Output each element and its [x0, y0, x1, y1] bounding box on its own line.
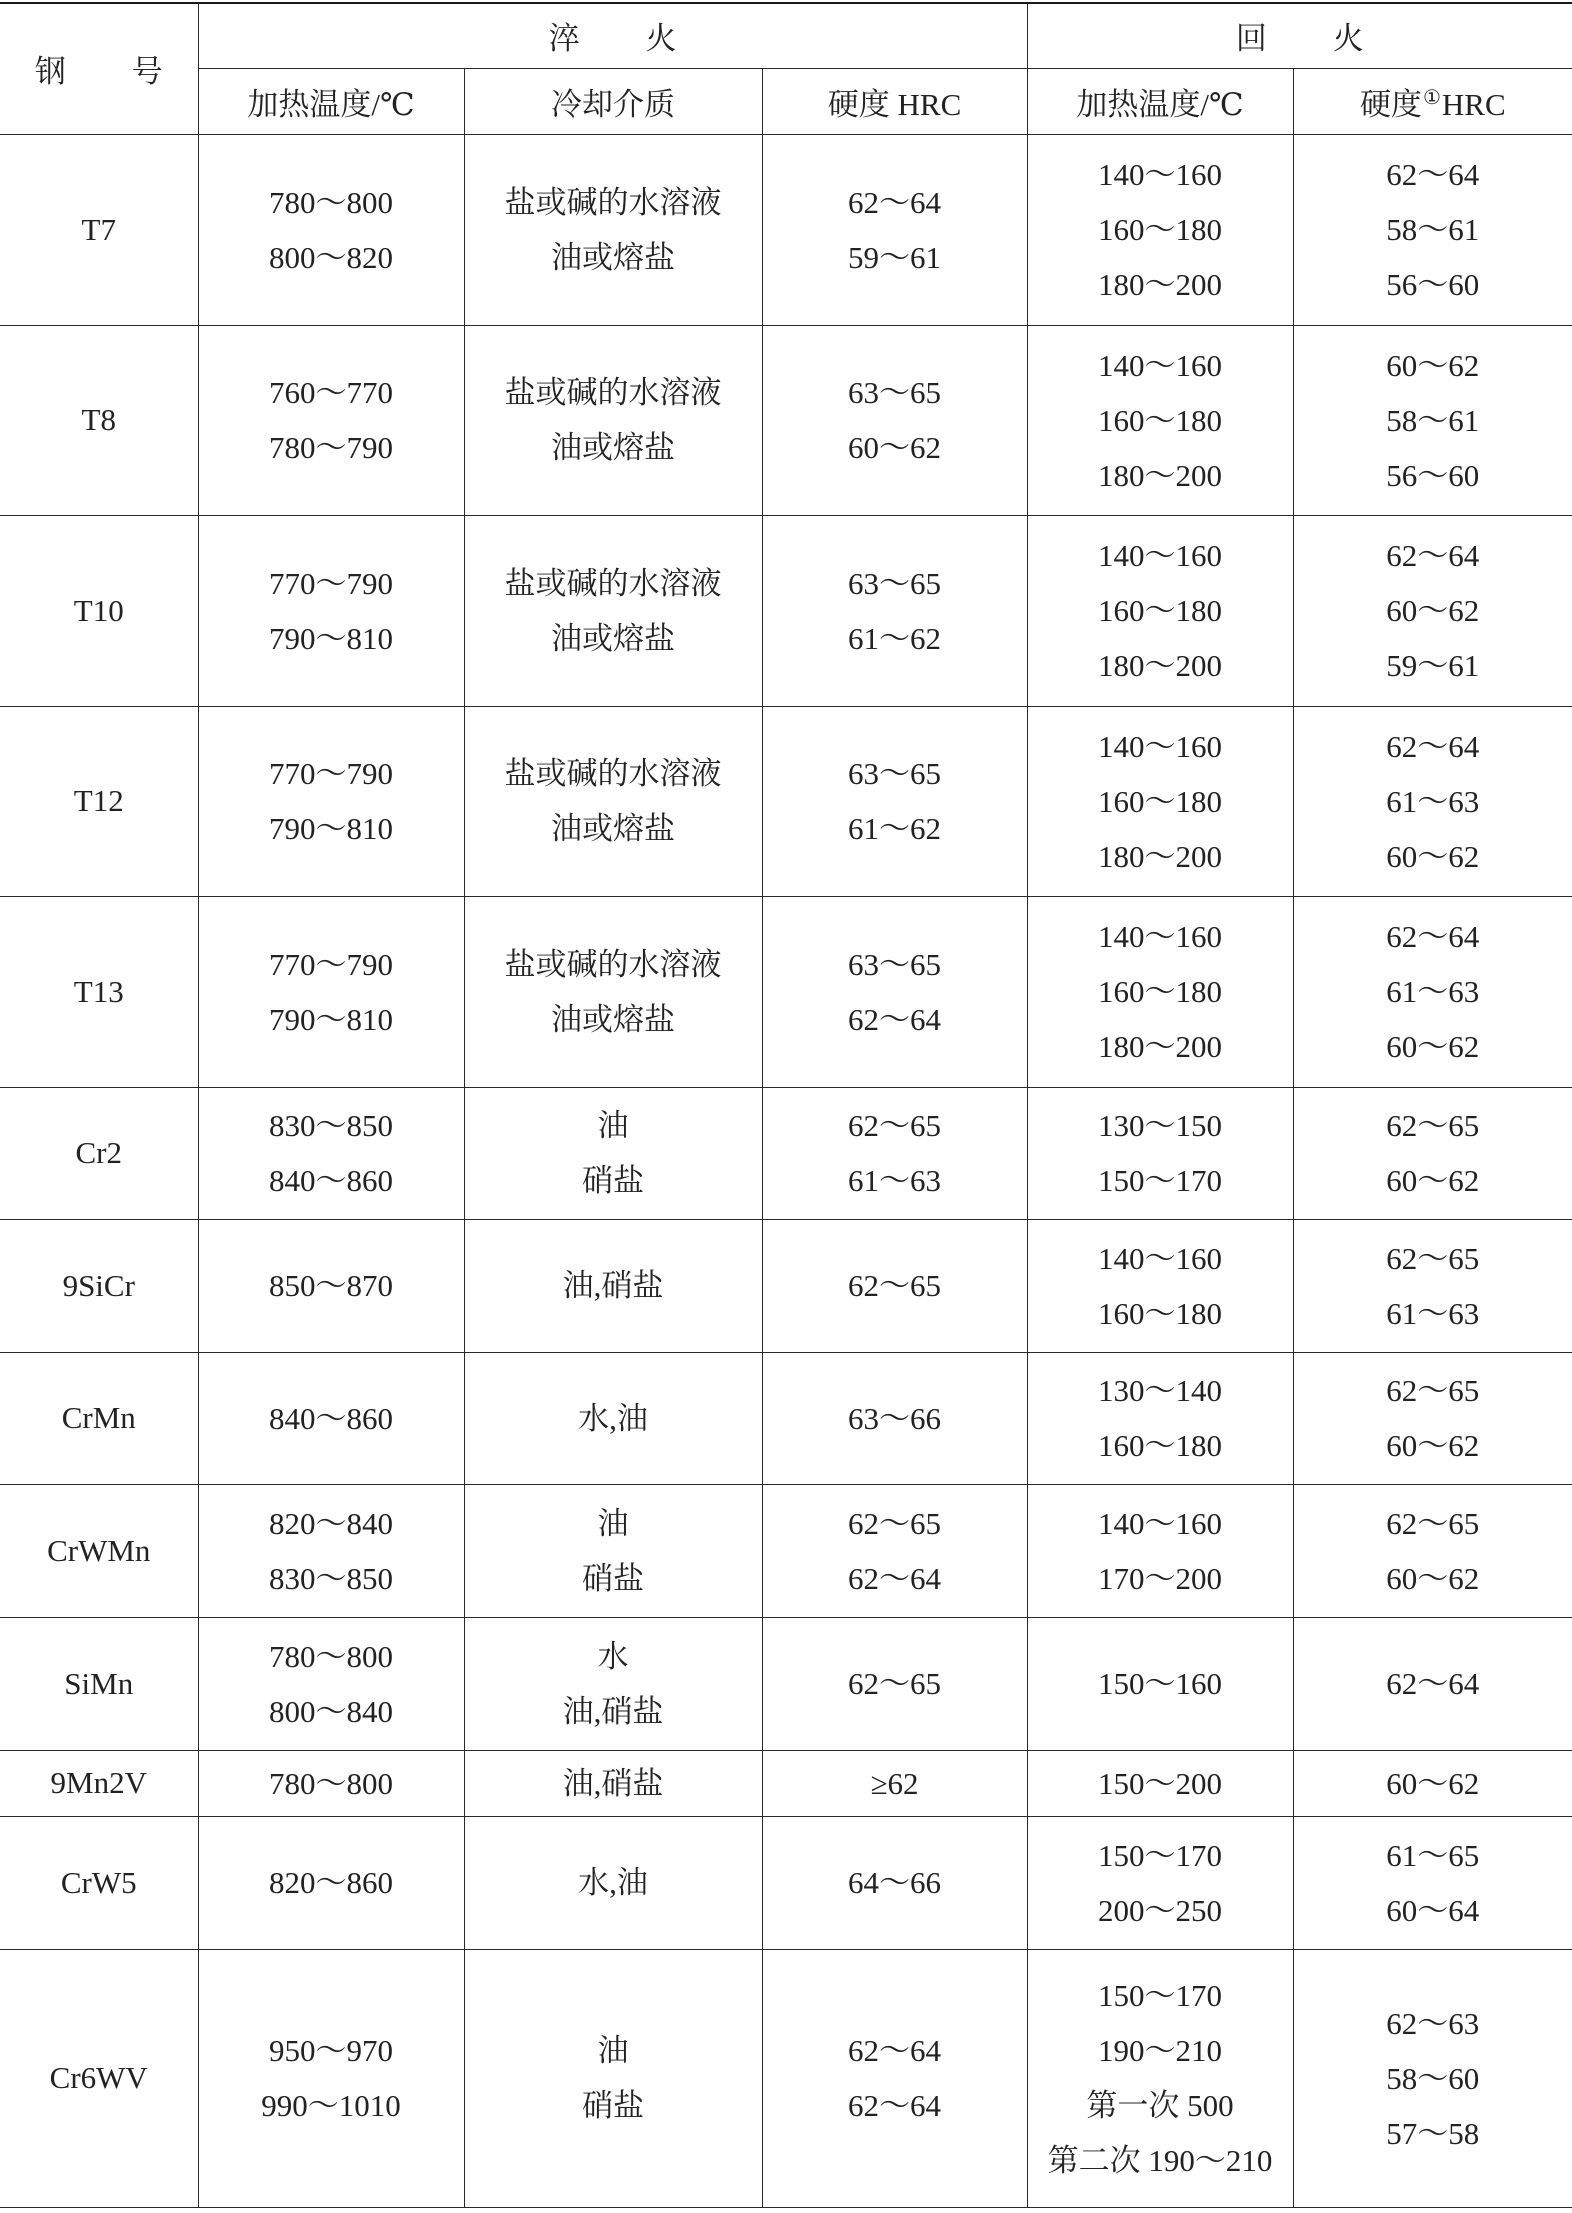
cell-line: 油,硝盐	[562, 1693, 664, 1729]
cell-line: 61～63	[1386, 974, 1480, 1009]
table-row	[0, 1352, 1572, 1484]
temper-hardness-cell	[1293, 1219, 1572, 1352]
cell-line: 62～64	[848, 1560, 942, 1596]
cell-line: 60～62	[1386, 593, 1480, 628]
cell-line: 58～60	[1386, 2060, 1480, 2096]
cell-line: 62～65	[1386, 1505, 1480, 1541]
steel-grade-cell: T7	[0, 134, 198, 325]
steel-grade-cell: T13	[0, 896, 198, 1087]
quench-hardness-cell	[762, 1949, 1027, 2207]
quench-hardness-cell	[762, 325, 1027, 515]
cell-line: 盐或碱的水溶液	[504, 946, 722, 982]
cell-line: 58～61	[1386, 212, 1480, 247]
temper-temp-cell	[1027, 1949, 1293, 2207]
cell-line: 150～170	[1098, 1837, 1223, 1873]
cell-line: 水,油	[578, 1400, 648, 1436]
quench-hardness-cell	[762, 1219, 1027, 1352]
cell-line: 硝盐	[582, 1560, 644, 1596]
cell-line: 130～150	[1098, 1108, 1223, 1143]
cell-line: 油	[597, 2033, 629, 2068]
cell-line: 56～60	[1386, 457, 1480, 493]
cell-line: 硝盐	[582, 1163, 644, 1198]
quench-temp-cell	[198, 1087, 464, 1219]
cell-line: 62～64	[848, 2033, 942, 2068]
temper-temp-cell	[1027, 134, 1293, 325]
temper-hardness-cell	[1293, 706, 1572, 896]
cell-line: 780～800	[269, 184, 393, 220]
quench-medium-cell	[464, 1219, 762, 1352]
cell-line: 140～160	[1098, 728, 1223, 764]
temper-hardness-cell	[1293, 1617, 1572, 1750]
cell-line: 62～64	[1386, 1666, 1480, 1701]
table-row	[0, 1816, 1572, 1949]
steel-grade-cell: Cr6WV	[0, 1949, 198, 2207]
cell-line: ≥62	[870, 1765, 919, 1801]
cell-line: 水	[597, 1638, 629, 1674]
temper-hardness-cell	[1293, 896, 1572, 1087]
cell-line: 62～64	[1386, 157, 1480, 192]
cell-line: 62～64	[848, 184, 942, 220]
quench-medium-cell	[464, 1617, 762, 1750]
quench-temp-cell	[198, 706, 464, 896]
cell-line: 800～840	[269, 1693, 393, 1729]
table-row	[0, 515, 1572, 706]
quench-temp-cell	[198, 1816, 464, 1949]
cell-line: 130～140	[1098, 1373, 1223, 1408]
cell-line: 油或熔盐	[551, 239, 675, 275]
cell-line: 780～800	[269, 1765, 393, 1801]
table-row	[0, 325, 1572, 515]
cell-line: 60～62	[1386, 1560, 1480, 1596]
cell-line: 790～810	[269, 620, 393, 656]
cell-line: 820～840	[269, 1505, 393, 1541]
table-header	[0, 3, 1572, 134]
cell-line: 160～180	[1098, 783, 1223, 819]
quench-hardness-cell	[762, 134, 1027, 325]
cell-line: 63～65	[848, 565, 942, 601]
table-row	[0, 1750, 1572, 1816]
cell-line: 760～770	[269, 375, 393, 410]
cell-line: 油或熔盐	[551, 620, 675, 656]
cell-line: 780～800	[269, 1638, 393, 1674]
cell-line: 790～810	[269, 1001, 393, 1037]
cell-line: 140～160	[1098, 1505, 1223, 1541]
cell-line: 63～65	[848, 756, 942, 791]
cell-line: 油或熔盐	[551, 811, 675, 846]
quench-medium-cell	[464, 1816, 762, 1949]
cell-line: 170～200	[1098, 1560, 1223, 1596]
cell-line: 800～820	[269, 239, 393, 275]
header-row-groups	[0, 3, 1572, 68]
cell-line: 60～62	[1386, 347, 1480, 383]
quench-temp-cell	[198, 1617, 464, 1750]
temper-hardness-cell	[1293, 1816, 1572, 1949]
quench-hardness-cell	[762, 1087, 1027, 1219]
temper-hardness-cell	[1293, 1949, 1572, 2207]
cell-line: 830～850	[269, 1560, 393, 1596]
cell-line: 盐或碱的水溶液	[504, 375, 722, 410]
temper-hardness-cell	[1293, 325, 1572, 515]
cell-line: 190～210	[1098, 2033, 1223, 2068]
cell-line: 62～65	[1386, 1373, 1480, 1408]
cell-line: 770～790	[269, 565, 393, 601]
cell-line: 61～62	[848, 620, 942, 656]
cell-line: 60～62	[1386, 1029, 1480, 1064]
temper-group-header: 回 火	[1027, 3, 1572, 68]
quench-medium-cell	[464, 896, 762, 1087]
cell-line: 62～63	[1386, 2005, 1480, 2041]
quench-temp-cell	[198, 325, 464, 515]
cell-line: 64～66	[848, 1865, 942, 1900]
quench-hardness-header: 硬度 HRC	[762, 68, 1027, 134]
cell-line: 850～870	[269, 1268, 393, 1303]
steel-grade-cell: 9SiCr	[0, 1219, 198, 1352]
table-row	[0, 1949, 1572, 2207]
quench-hardness-cell	[762, 515, 1027, 706]
quench-temp-cell	[198, 134, 464, 325]
cell-line: 油,硝盐	[562, 1268, 664, 1303]
temper-temp-cell	[1027, 325, 1293, 515]
cell-line: 990～1010	[261, 2088, 401, 2123]
cell-line: 770～790	[269, 756, 393, 791]
quench-medium-cell	[464, 706, 762, 896]
table-row	[0, 1617, 1572, 1750]
cell-line: 62～65	[848, 1505, 942, 1541]
cell-line: 62～65	[1386, 1108, 1480, 1143]
temper-temp-cell	[1027, 1617, 1293, 1750]
quench-heating-temp-header: 加热温度/℃	[198, 68, 464, 134]
steel-grade-cell: 9Mn2V	[0, 1750, 198, 1816]
quench-medium-cell	[464, 1352, 762, 1484]
cell-line: 180～200	[1098, 838, 1223, 874]
cell-line: 200～250	[1098, 1892, 1223, 1928]
cell-line: 62～65	[848, 1108, 942, 1143]
cell-line: 58～61	[1386, 402, 1480, 438]
cell-line: 140～160	[1098, 347, 1223, 383]
temper-hardness-cell	[1293, 1484, 1572, 1617]
cell-line: 150～160	[1098, 1666, 1223, 1701]
quench-hardness-cell	[762, 896, 1027, 1087]
cell-line: 60～62	[848, 430, 942, 465]
cell-line: 160～180	[1098, 212, 1223, 247]
steel-grade-cell: CrMn	[0, 1352, 198, 1484]
temper-temp-cell	[1027, 1484, 1293, 1617]
quench-temp-cell	[198, 1484, 464, 1617]
cell-line: 160～180	[1098, 1295, 1223, 1331]
steel-grade-cell: Cr2	[0, 1087, 198, 1219]
header-row-columns	[0, 68, 1572, 134]
temper-hardness-cell	[1293, 1352, 1572, 1484]
temper-temp-cell	[1027, 1352, 1293, 1484]
heat-treatment-table	[0, 2, 1572, 2208]
cell-line: 160～180	[1098, 1428, 1223, 1463]
cell-line: 59～61	[848, 239, 942, 275]
quench-medium-cell	[464, 1087, 762, 1219]
cell-line: 油或熔盐	[551, 430, 675, 465]
temper-hardness-cell	[1293, 1750, 1572, 1816]
quench-temp-cell	[198, 1949, 464, 2207]
temper-hardness-unit: HRC	[1441, 86, 1506, 122]
quench-hardness-cell	[762, 1816, 1027, 1949]
cell-line: 62～64	[1386, 538, 1480, 573]
cell-line: 盐或碱的水溶液	[504, 565, 722, 601]
cell-line: 63～65	[848, 375, 942, 410]
quench-group-header: 淬 火	[198, 3, 1027, 68]
temper-temp-cell	[1027, 1750, 1293, 1816]
cell-line: 63～66	[848, 1400, 942, 1436]
quench-medium-cell	[464, 325, 762, 515]
table-body	[0, 134, 1572, 2207]
steel-grade-cell: T8	[0, 325, 198, 515]
cell-line: 150～170	[1098, 1978, 1223, 2013]
cell-line: 60～62	[1386, 1428, 1480, 1463]
cell-line: 840～860	[269, 1163, 393, 1198]
quench-temp-cell	[198, 1352, 464, 1484]
cell-line: 61～62	[848, 811, 942, 846]
cell-line: 63～65	[848, 946, 942, 982]
table-row	[0, 1087, 1572, 1219]
temper-temp-cell	[1027, 1816, 1293, 1949]
cell-line: 770～790	[269, 946, 393, 982]
steel-grade-cell: CrW5	[0, 1816, 198, 1949]
cell-line: 160～180	[1098, 593, 1223, 628]
quench-medium-cell	[464, 1750, 762, 1816]
cell-line: 60～62	[1386, 838, 1480, 874]
steel-grade-cell: T12	[0, 706, 198, 896]
cell-line: 140～160	[1098, 157, 1223, 192]
steel-grade-cell: SiMn	[0, 1617, 198, 1750]
temper-temp-cell	[1027, 1219, 1293, 1352]
temper-hardness-header	[1293, 68, 1572, 134]
cell-line: 160～180	[1098, 402, 1223, 438]
cell-line: 180～200	[1098, 457, 1223, 493]
temper-hardness-label: 硬度	[1359, 86, 1422, 122]
quench-medium-header: 冷却介质	[464, 68, 762, 134]
steel-grade-cell: T10	[0, 515, 198, 706]
cell-line: 61～65	[1386, 1837, 1480, 1873]
quench-temp-cell	[198, 1750, 464, 1816]
quench-medium-cell	[464, 134, 762, 325]
cell-line: 61～63	[848, 1163, 942, 1198]
cell-line: 62～65	[1386, 1240, 1480, 1276]
cell-line: 180～200	[1098, 1029, 1223, 1064]
footnote-marker: ①	[1422, 86, 1441, 109]
cell-line: 60～64	[1386, 1892, 1480, 1928]
cell-line: 油,硝盐	[562, 1765, 664, 1801]
cell-line: 56～60	[1386, 267, 1480, 302]
cell-line: 62～64	[1386, 919, 1480, 954]
quench-hardness-cell	[762, 1352, 1027, 1484]
cell-line: 62～64	[848, 2088, 942, 2123]
cell-line: 第一次 500	[1086, 2088, 1234, 2123]
quench-hardness-cell	[762, 1750, 1027, 1816]
cell-line: 61～63	[1386, 1295, 1480, 1331]
quench-medium-cell	[464, 515, 762, 706]
quench-temp-cell	[198, 896, 464, 1087]
temper-hardness-cell	[1293, 1087, 1572, 1219]
quench-temp-cell	[198, 515, 464, 706]
cell-line: 油	[597, 1108, 629, 1143]
temper-heating-temp-header: 加热温度/℃	[1027, 68, 1293, 134]
cell-line: 油	[597, 1505, 629, 1541]
cell-line: 840～860	[269, 1400, 393, 1436]
cell-line: 140～160	[1098, 538, 1223, 573]
cell-line: 790～810	[269, 811, 393, 846]
cell-line: 62～65	[848, 1268, 942, 1303]
steel-grade-header: 钢 号	[0, 3, 198, 134]
quench-hardness-cell	[762, 1617, 1027, 1750]
cell-line: 水,油	[578, 1865, 648, 1900]
cell-line: 140～160	[1098, 919, 1223, 954]
steel-grade-cell: CrWMn	[0, 1484, 198, 1617]
temper-hardness-cell	[1293, 515, 1572, 706]
cell-line: 180～200	[1098, 648, 1223, 683]
cell-line: 820～860	[269, 1865, 393, 1900]
table-row	[0, 1219, 1572, 1352]
cell-line: 950～970	[269, 2033, 393, 2068]
temper-temp-cell	[1027, 706, 1293, 896]
cell-line: 180～200	[1098, 267, 1223, 302]
cell-line: 62～64	[1386, 728, 1480, 764]
cell-line: 60～62	[1386, 1163, 1480, 1198]
temper-temp-cell	[1027, 896, 1293, 1087]
temper-temp-cell	[1027, 1087, 1293, 1219]
cell-line: 150～170	[1098, 1163, 1223, 1198]
table-row	[0, 134, 1572, 325]
cell-line: 780～790	[269, 430, 393, 465]
cell-line: 盐或碱的水溶液	[504, 184, 722, 220]
cell-line: 62～65	[848, 1666, 942, 1701]
cell-line: 61～63	[1386, 783, 1480, 819]
quench-medium-cell	[464, 1949, 762, 2207]
table-row	[0, 1484, 1572, 1617]
cell-line: 硝盐	[582, 2088, 644, 2123]
cell-line: 150～200	[1098, 1765, 1223, 1801]
temper-temp-cell	[1027, 515, 1293, 706]
cell-line: 830～850	[269, 1108, 393, 1143]
cell-line: 62～64	[848, 1001, 942, 1037]
table-row	[0, 896, 1572, 1087]
cell-line: 59～61	[1386, 648, 1480, 683]
cell-line: 盐或碱的水溶液	[504, 756, 722, 791]
quench-hardness-cell	[762, 1484, 1027, 1617]
quench-hardness-cell	[762, 706, 1027, 896]
table-row	[0, 706, 1572, 896]
cell-line: 60～62	[1386, 1765, 1480, 1801]
cell-line: 57～58	[1386, 2115, 1480, 2151]
cell-line: 油或熔盐	[551, 1001, 675, 1037]
cell-line: 160～180	[1098, 974, 1223, 1009]
quench-temp-cell	[198, 1219, 464, 1352]
cell-line: 140～160	[1098, 1240, 1223, 1276]
quench-medium-cell	[464, 1484, 762, 1617]
temper-hardness-cell	[1293, 134, 1572, 325]
cell-line: 第二次 190～210	[1047, 2143, 1273, 2178]
